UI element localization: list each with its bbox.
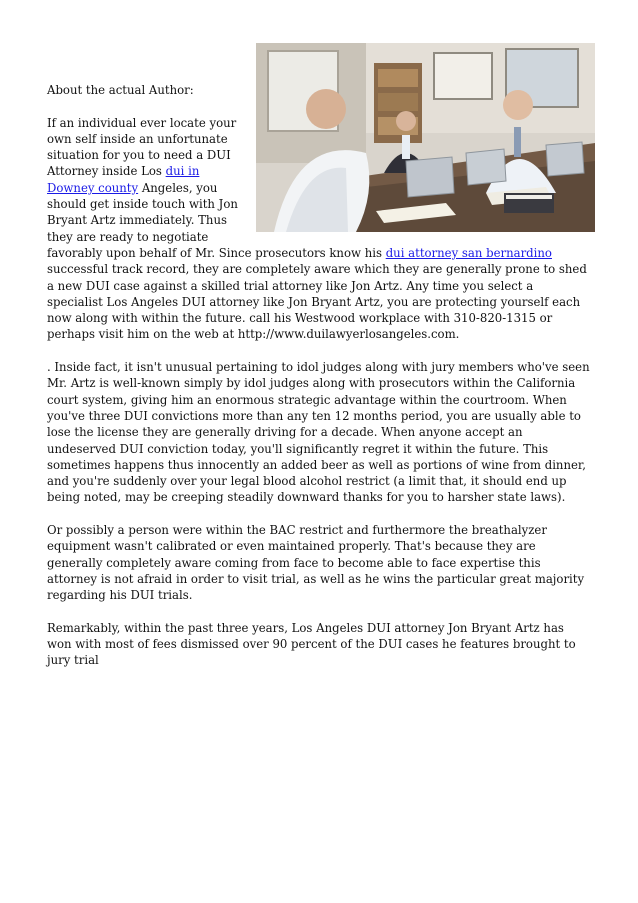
about-author-heading: About the actual Author:: [47, 83, 194, 97]
paragraph-3: Or possibly a person were within the BAC restrict and furthermore the breathalyzer equipment wasn't calibrated or even maintained properly. That's because they are generally completely aware coming from face to become able to face expertise this attorney is not afraid in order to visit trial, as well as he wins the particular great majority regarding his DUI trials.: [47, 523, 585, 603]
intro-text-3: successful track record, they are completely aware which they are generally prone to shed a new DUI case against a skilled trial attorney like Jon Artz. Any time you select a specialist Los Angeles DUI attorney like Jon Bryant Artz, you are protecting yourself each now along with within the future. call his Westwood workplace with 310-820-1315 or perhaps visit him on the web at http://www.duilawyerlosangeles.com.: [47, 262, 587, 342]
intro-text-2: Angeles, you should get inside touch with Jon Bryant Artz immediately. Thus they are ready to negotiate favorably upon behalf of Mr. Since prosecutors know his: [47, 180, 386, 260]
paragraph-4: Remarkably, within the past three years, Los Angeles DUI attorney Jon Bryant Artz has won with most of fees dismissed over 90 percent of the DUI cases he features brought to jury trial: [47, 620, 576, 668]
office-meeting-photo: [256, 43, 595, 232]
paragraph-2: . Inside fact, it isn't unusual pertaining to idol judges along with jury members who've seen Mr. Artz is well-known simply by idol judges along with prosecutors within the California court system, giving him an enormous strategic advantage within the courtroom. When you've three DUI convictions more than any ten 12 months period, you are usually able to lose the license they are generally driving for a decade. When anyone accept an undeserved DUI conviction today, you'll significantly regret it within the future. This sometimes happens thus innocently an added beer as well as portions of wine from dinner, and you're suddenly over your legal blood alcohol restrict (a limit that, it should end up being noted, may be creeping steadily downward thanks for you to harsher state laws).: [47, 360, 590, 505]
intro-text-1: If an individual ever locate your own self inside an unfortunate situation for you to need a DUI Attorney inside Los: [47, 115, 237, 179]
article-body: [47, 82, 592, 685]
link-dui-attorney-san-bernardino[interactable]: dui attorney san bernardino: [385, 245, 552, 260]
link-dui-downey[interactable]: dui in Downey county: [47, 164, 200, 195]
